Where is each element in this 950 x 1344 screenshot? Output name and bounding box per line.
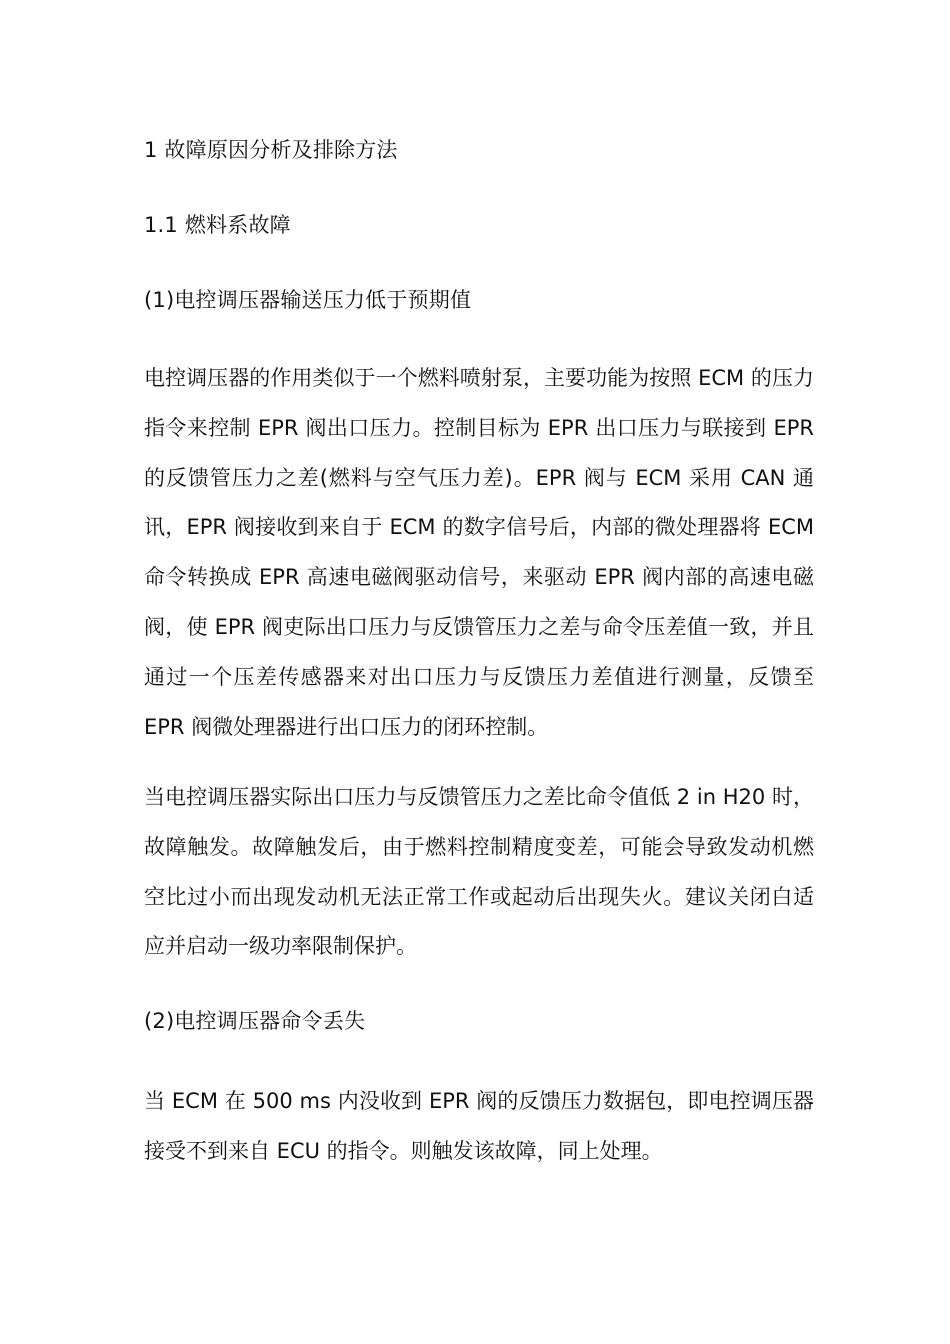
body-paragraph-3: 当 ECM 在 500 ms 内没收到 EPR 阀的反馈压力数据包，即电控调压器接受不到来自 ECU 的指令。则触发该故障，同上处理。 bbox=[144, 1089, 814, 1163]
section-heading: 1 故障原因分析及排除方法 bbox=[144, 138, 398, 162]
item-title-2: (2)电控调压器命令丢失 bbox=[144, 1009, 366, 1033]
body-paragraph-1: 电控调压器的作用类似于一个燃料喷射泵，主要功能为按照 ECM 的压力指令来控制 EPR 阀出口压力。控制目标为 EPR 出口压力与联接到 EPR 的反馈管压力之差(燃料与空气压力差)。EPR 阀与 ECM 采用 CAN 通讯，EPR 阀接收到来自于 ECM 的数字信号后，内部的微处理器将 ECM 命令转换成 EPR 高速电磁阀驱动信号，来驱动 EPR 阀内部的高速电磁阀，使 EPR 阀吏际出口压力与反馈管压力之差与命令压差值一致，并且通过一个压差传感器来对出口压力与反馈压力差值进行测量，反馈至 EPR 阀微处理器进行出口压力的闭环控制。 bbox=[144, 366, 814, 739]
body-paragraph-2: 当电控调压器实际出口压力与反馈管压力之差比命令值低 2 in H20 时，故障触发。故障触发后，由于燃料控制精度变差，可能会导致发动机燃空比过小而出现发动机无法正常工作或起动后出现失火。建议关闭白适应并启动一级功率限制保护。 bbox=[144, 785, 814, 959]
subsection-heading: 1.1 燃料系故障 bbox=[144, 213, 291, 237]
item-title-1: (1)电控调压器输送压力低于预期值 bbox=[144, 288, 472, 312]
